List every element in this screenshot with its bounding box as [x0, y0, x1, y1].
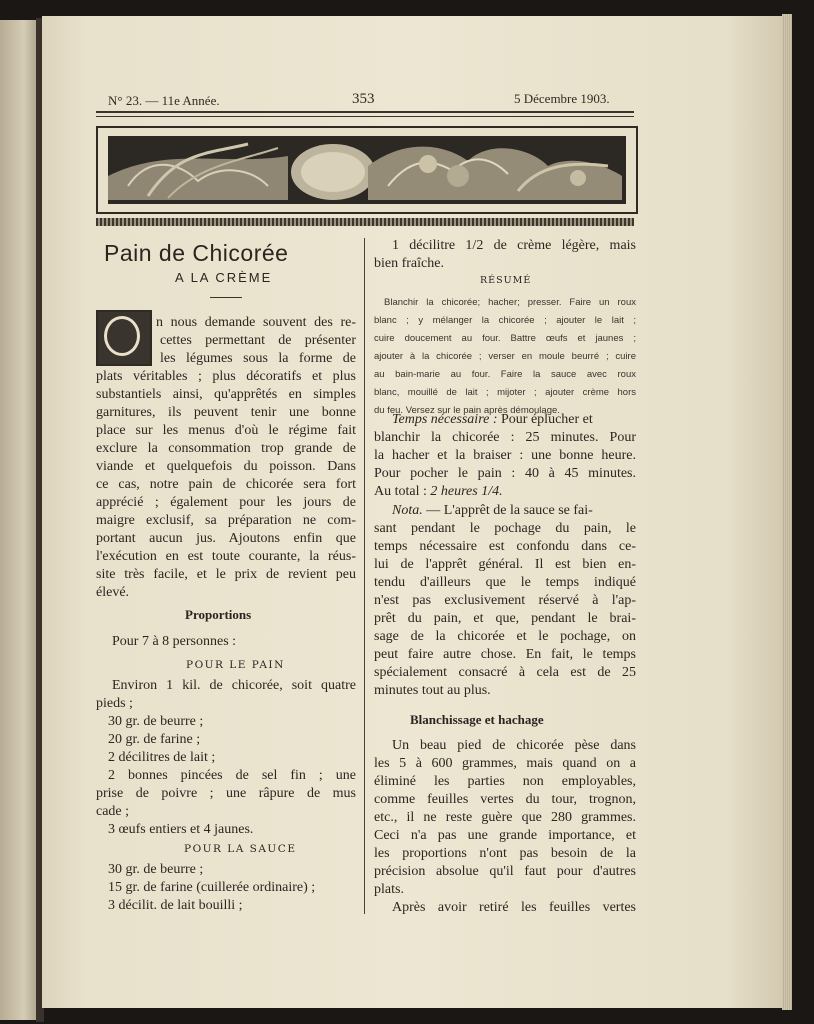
article-subtitle: A LA CRÈME [175, 270, 273, 285]
header-rule [96, 111, 634, 113]
nota-label: Nota. [392, 503, 423, 518]
vegetable-banner-illustration [96, 126, 638, 214]
total-time: 2 heures 1/4. [430, 484, 503, 499]
temps-label: Temps nécessaire : [392, 412, 498, 427]
persons-line: Pour 7 à 8 personnes : [112, 634, 237, 649]
header-rule-thin [96, 116, 634, 117]
temps-paragraph: Temps nécessaire : Pour éplucher et blanchir la chicorée : 25 minutes. Pour la hacher et la braiser : une bonne heure. Pour pocher le pain : 40 à 45 minutes. Au total : 2 heures 1/4. [374, 412, 636, 499]
page-number: 353 [352, 91, 375, 107]
page-stack-edge [782, 14, 792, 1010]
pain-ingredients: Environ 1 kil. de chicorée, soit quatre pieds ; 30 gr. de beurre ; 20 gr. de farine ; 2 décilitres de lait ; 2 bonnes pincées de sel fin ; une prise de poivre ; une râpure de mus cade ; 3 œufs entiers et 4 jaunes. [96, 678, 356, 837]
intro-wrapped-lines: cettes permettant de présenter les légumes sous la forme de [160, 333, 356, 366]
issue-date: 5 Décembre 1903. [514, 91, 610, 106]
cream-ingredient: 1 décilitre 1/2 de crème légère, mais bien fraîche. [374, 238, 636, 271]
vegetables-engraving [108, 136, 622, 200]
intro-dropcap-line: n nous demande souvent des re- [156, 315, 356, 330]
intro-paragraph: plats véritables ; plus décoratifs et plus substantiels ainsi, qu'apprêtés en simples garnitures, ils peuvent tenir une bonne place sur les menus d'où le régime fait exclure la consommation trop grande de viande et quelquefois du poisson. Dans ce cas, notre pain de chicorée sera fort apprécié ; également pour les jours de maigre exclusif, sa préparation ne com- portant aucun jus. Ajoutons enfin que l'exécution en est toute courante, la réus- site très facile, et le prix de revient peu élevé. [96, 369, 356, 600]
article-title: Pain de Chicorée [104, 240, 289, 266]
nota-paragraph: Nota. — L'apprêt de la sauce se fai- sant pendant le pochage du pain, le temps nécessaire est confondu dans ce- lui de l'apprêt général. Il est bien en- tendu d'ailleurs que le temps indiqué n'est pas exclusivement réservé à l'ap- prêt du pain, et que, pendant le brai- sage de la chicorée et le pochage, on peut faire autre chose. En fait, le temps spécialement consacré à cela est de 25 minutes tout au plus. [374, 503, 636, 698]
ornamental-band [96, 218, 634, 226]
drop-cap-o-ornament [96, 310, 152, 366]
resume-summary: Blanchir la chicorée; hacher; presser. Faire un roux blanc ; y mélanger la chicorée ; ajouter le lait ; cuire doucement au four. Battre œufs et jaunes ; ajouter à la chicorée ; verser en moule beurré ; cuire au bain-marie au four. Faire la sauce avec roux blanc, mouillé de lait ; mijoter ; ajouter crème hors du feu. Versez sur le pain après démoulage. [374, 297, 636, 416]
pain-heading: POUR LE PAIN [186, 659, 285, 671]
facing-page-edge [0, 20, 40, 1020]
blanchissage-heading: Blanchissage et hachage [410, 712, 544, 727]
resume-heading: RÉSUMÉ [480, 275, 532, 286]
ornamental-letter-o-icon [104, 316, 140, 356]
issue-number: N° 23. — 11e Année. [108, 93, 220, 108]
blanchissage-paragraph: Un beau pied de chicorée pèse dans les 5 à 600 grammes, mais quand on a éliminé les parties non employables, comme feuilles vertes du tour, trognon, etc., il ne reste guère que 280 grammes. Ceci n'a pas une grande importance, et les proportions n'ont pas besoin de la précision absolue qu'il faut pour d'autres plats. Après avoir retiré les feuilles vertes [374, 738, 636, 915]
proportions-heading: Proportions [185, 607, 252, 622]
column-divider [364, 238, 365, 914]
sauce-heading: POUR LA SAUCE [184, 843, 297, 855]
sauce-ingredients: 30 gr. de beurre ; 15 gr. de farine (cuillerée ordinaire) ; 3 décilit. de lait bouilli ; [108, 862, 316, 913]
title-rule [210, 297, 242, 298]
